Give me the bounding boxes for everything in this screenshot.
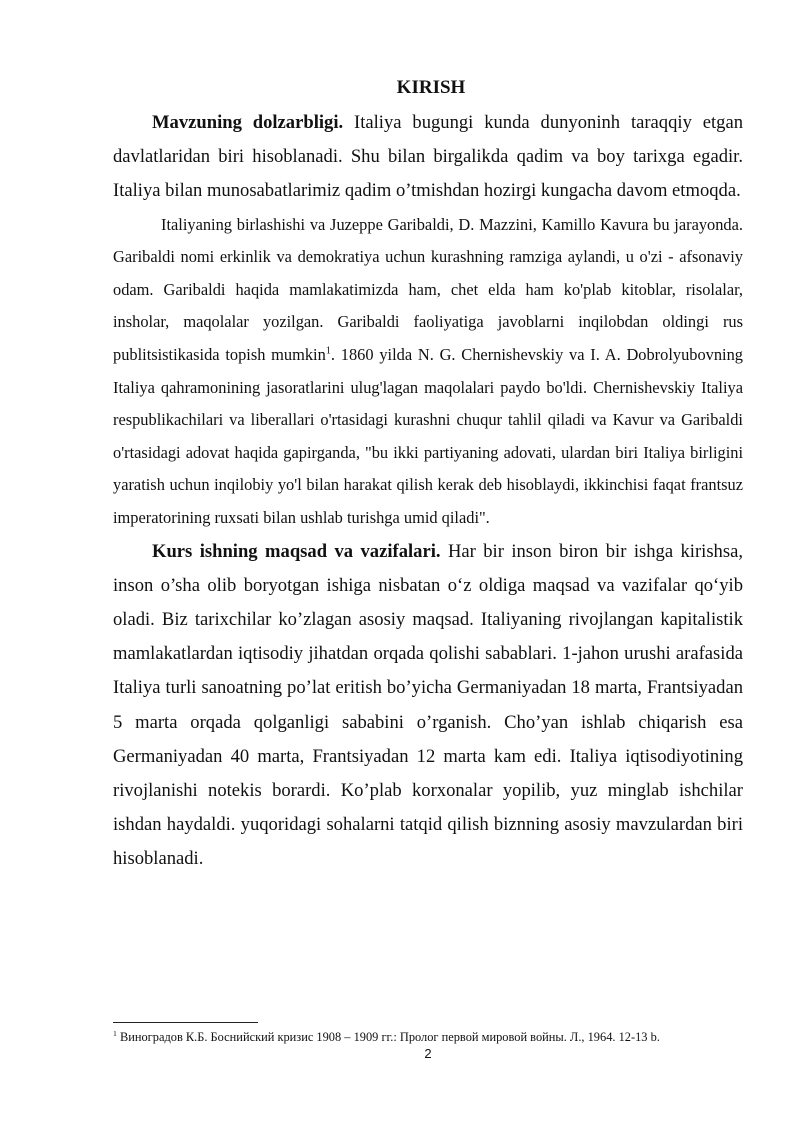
- paragraph-goals-text: Har bir inson biron bir ishga kirishsa, inson o’sha olib boryotgan ishiga nisbatan o‘z oldiga maqsad va vazifalar qo‘yib oladi. Biz tarixchilar ko’zlagan asosiy maqsad. Italiyaning rivojlangan kapitalistik mamlakatlardan iqtisodiy jihatdan orqada qolishi sabablari. 1-jahon urushi arafasida Italiya turli sanoatning po’lat eritish bo’yicha Germaniyadan 18 marta, Frantsiyadan 5 marta orqada qolganligi sababini o’rganish. Cho’yan ishlab chiqarish esa Germaniyadan 40 marta, Frantsiyadan 12 marta kam edi. Italiya iqtisodiyotining rivojlanishi notekis borardi. Ko’plab korxonalar yopilib, yuz minglab ishchilar ishdan haydaldi. yuqoridagi sohalarni tatqid qilish biznning asosiy mavzulardan biri hisoblanadi.: [113, 540, 743, 870]
- footnote-reference[interactable]: 1: [325, 345, 331, 357]
- heading-relevance: Mavzuning dolzarbligi.: [152, 112, 344, 133]
- paragraph-garibaldi-text-1: Italiyaning birlashishi va Juzeppe Garibaldi, D. Mazzini, Kamillo Kavura bu jarayonda. Garibaldi nomi erkinlik va demokratiya uchun kurashning ramziga aylandi, u o'zi - afsonaviy odam. Garibaldi haqida mamlakatimizda ham, chet elda ham ko'plab kitoblar, risolalar, insholar, maqolalar yozilgan. Garibaldi faoliyatiga javoblarni inqilobdan oldingi rus publitsistikasida topish mumkin: [113, 214, 743, 364]
- footnote-divider: [113, 1022, 258, 1023]
- page-number: 2: [424, 1046, 432, 1061]
- paragraph-garibaldi-text-2: . 1860 yilda N. G. Chernishevskiy va I. A. Dobrolyubovning Italiya qahramonining jasoratlarini ulug'lagan maqolalari paydo bo'ldi. Chernishevskiy Italiya respublikachilari va liberallari o'rtasidagi kurashni chuqur tahlil qiladi va Kavur va Garibaldi o'rtasidagi adovat haqida gapirganda, "bu ikki partiyaning adovati, ulardan biri Italiya birligini yaratish uchun inqilobiy yo'l bilan harakat qilish kerak deb hisoblaydi, ikkinchisi faqat frantsuz imperatorining ruxsati bilan ushlab turishga umid qiladi".: [113, 344, 743, 527]
- footnote: [113, 1029, 753, 1045]
- heading-goals: Kurs ishning maqsad va vazifalari.: [152, 540, 441, 562]
- page-title: KIRISH: [396, 77, 466, 98]
- paragraph-goals: [113, 535, 743, 877]
- footnote-text: Виноградов К.Б. Боснийский кризис 1908 – 1909 гг.: Пролог первой мировой войны. Л., 1964. 12-13 b.: [116, 1030, 660, 1044]
- paragraph-relevance-text: Italiya bugungi kunda dunyoninh taraqqiy etgan davlatlaridan biri hisoblanadi. Shu bilan birgalikda qadim va boy tarixga egadir. Italiya bilan munosabatlarimiz qadim o’tmishdan hozirgi kungacha davom etmoqda.: [113, 112, 744, 202]
- paragraph-relevance: [113, 106, 743, 209]
- paragraph-garibaldi: [113, 209, 743, 535]
- document-page: [113, 70, 743, 877]
- footnote-number: 1: [113, 1028, 117, 1038]
